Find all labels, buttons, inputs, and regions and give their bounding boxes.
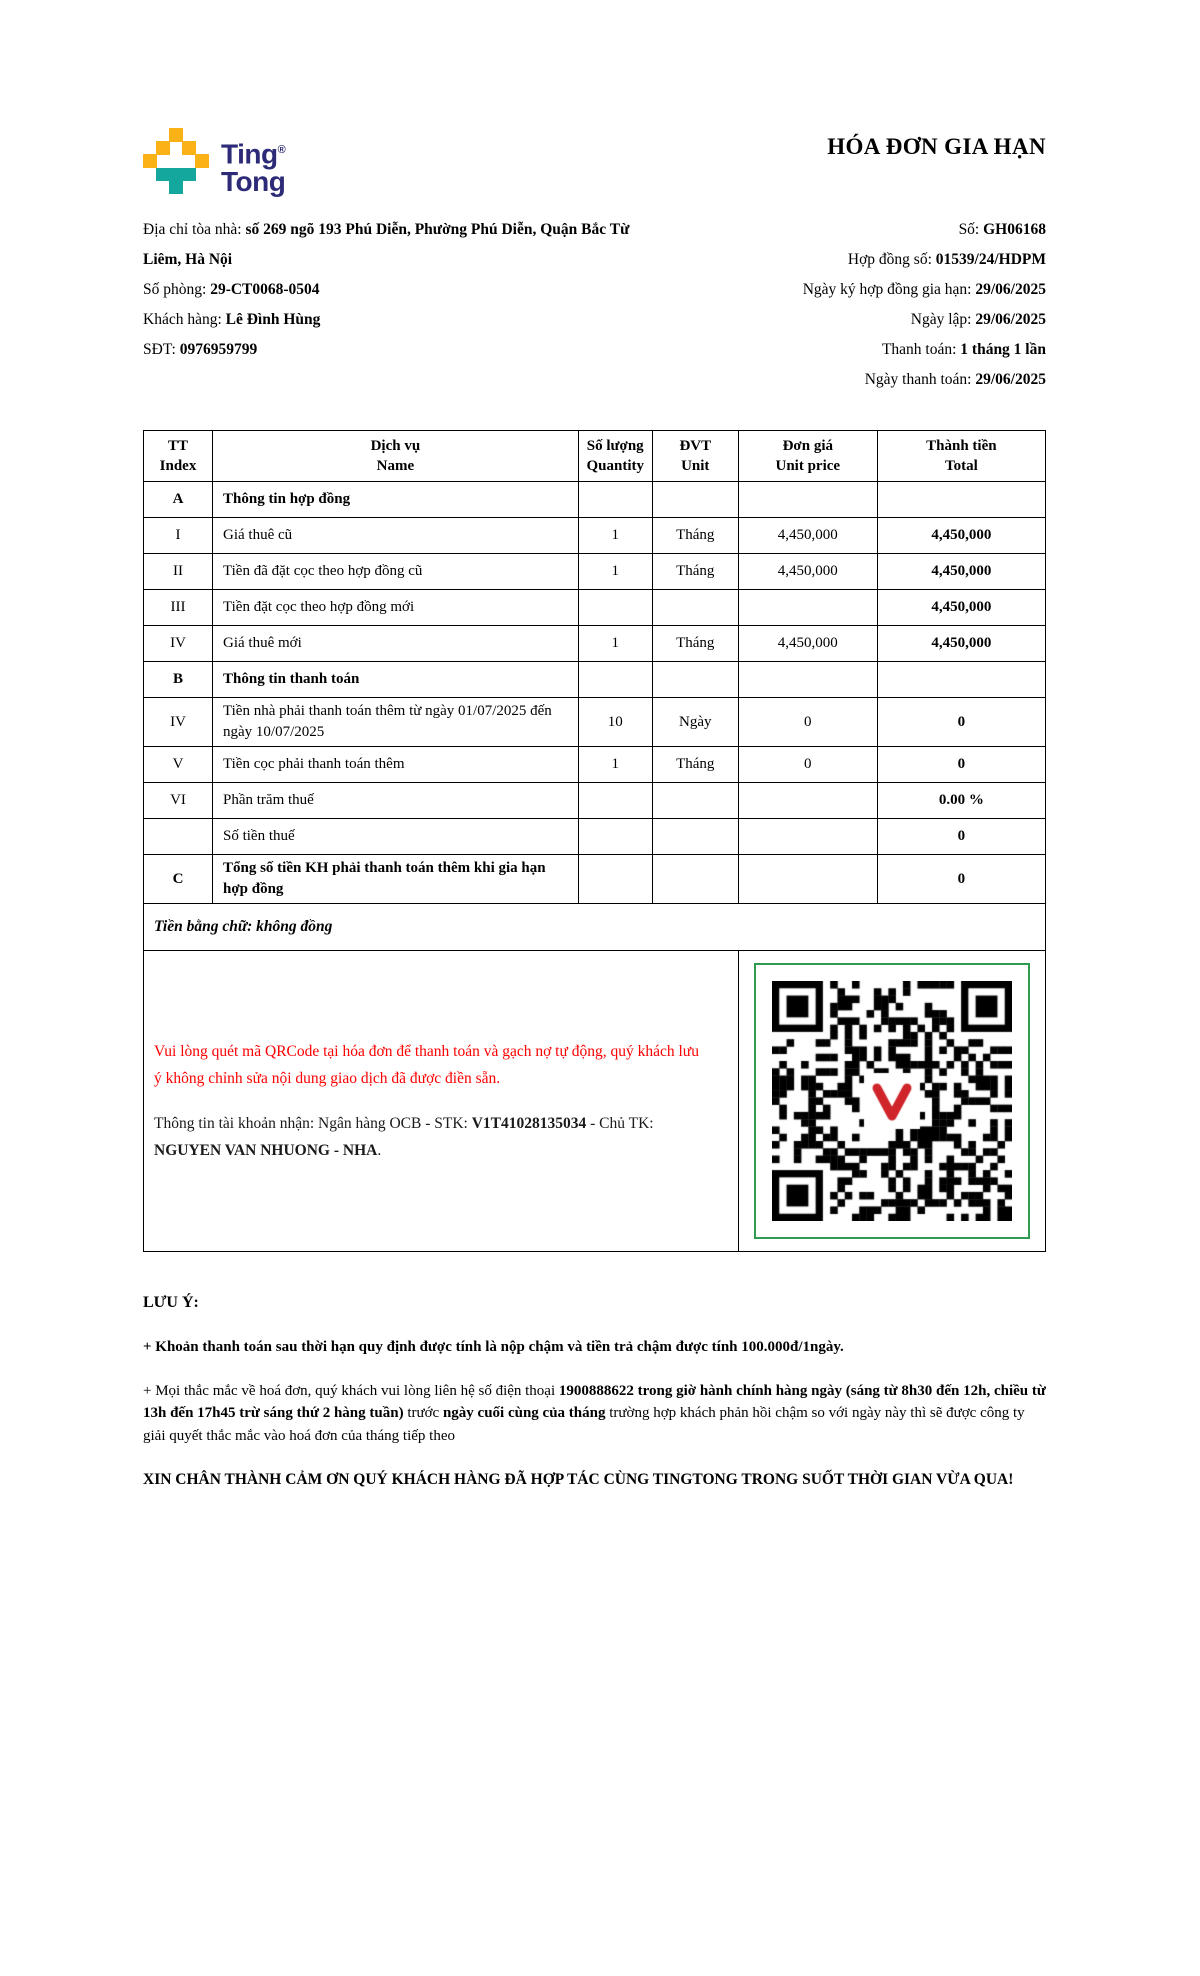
cell-index: V (144, 747, 213, 783)
table-row (144, 855, 1046, 904)
text-segment: 1 tháng 1 lần (960, 341, 1046, 358)
notes-section (143, 1294, 1046, 1512)
cell-name: Tổng số tiền KH phải thanh toán thêm khi gia hạn hợp đồng (213, 855, 579, 904)
logo-pixel (143, 154, 157, 168)
header-cell-total: Thành tiền Total (877, 431, 1045, 482)
cell-name: Tiền cọc phải thanh toán thêm (213, 747, 579, 783)
header-cell-quantity: Số lượng Quantity (578, 431, 652, 482)
text-segment: 29/06/2025 (975, 371, 1046, 388)
cell-index: C (144, 855, 213, 904)
text-segment: XIN CHÂN THÀNH CẢM ƠN QUÝ KHÁCH HÀNG ĐÃ HỢP TÁC CÙNG TINGTONG TRONG SUỐT THỜI GIAN VỪA QUA! (143, 1471, 1014, 1488)
text-segment: Số: (958, 221, 984, 238)
cell-index: B (144, 662, 213, 698)
cell-name: Giá thuê mới (213, 626, 579, 662)
cell-total: 0 (877, 747, 1045, 783)
cell-unit (652, 590, 738, 626)
cell-unit-price (738, 590, 877, 626)
cell-unit: Ngày (652, 698, 738, 747)
cell-index: I (144, 518, 213, 554)
amount-in-words-row (144, 904, 1046, 951)
text-segment: Khách hàng: (143, 311, 226, 328)
cell-quantity: 10 (578, 698, 652, 747)
cell-unit: Tháng (652, 747, 738, 783)
bank-account-info (154, 1110, 708, 1164)
cell-unit-price: 4,450,000 (738, 626, 877, 662)
cell-index: IV (144, 626, 213, 662)
logo-pixel (169, 181, 183, 194)
cell-name: Thông tin thanh toán (213, 662, 579, 698)
cell-quantity (578, 662, 652, 698)
cell-unit: Tháng (652, 626, 738, 662)
cell-quantity: 1 (578, 626, 652, 662)
cell-total: 0 (877, 855, 1045, 904)
cell-quantity (578, 590, 652, 626)
cell-name: Số tiền thuế (213, 819, 579, 855)
cell-index (144, 819, 213, 855)
tingtong-logo-icon (143, 128, 209, 194)
table-row (144, 698, 1046, 747)
cell-unit (652, 662, 738, 698)
cell-total: 0 (877, 698, 1045, 747)
info-line (143, 305, 643, 335)
cell-name: Phần trăm thuế (213, 783, 579, 819)
note-hotline (143, 1380, 1046, 1448)
payment-qr-code (772, 981, 1012, 1221)
tingtong-logo (143, 128, 285, 196)
logo-word-tong: Tong (221, 166, 286, 198)
page-title: HÓA ĐƠN GIA HẠN (827, 134, 1046, 159)
info-line (643, 365, 1046, 395)
text-segment: . (377, 1142, 382, 1160)
cell-unit: Tháng (652, 554, 738, 590)
header-cell-name: Dịch vụ Name (213, 431, 579, 482)
text-segment: Thông tin tài khoản nhận: Ngân hàng OCB - STK: (154, 1115, 472, 1132)
cell-unit-price: 0 (738, 747, 877, 783)
text-segment: ngày cuối cùng của tháng (442, 1405, 606, 1421)
info-line (643, 305, 1046, 335)
cell-unit (652, 482, 738, 518)
cell-total: 4,450,000 (877, 626, 1045, 662)
logo-word-ting: Ting® (221, 138, 286, 170)
table-row (144, 626, 1046, 662)
cell-name: Tiền nhà phải thanh toán thêm từ ngày 01/07/2025 đến ngày 10/07/2025 (213, 698, 579, 747)
qr-cell (739, 951, 1045, 1251)
text-segment: 29/06/2025 (975, 311, 1046, 328)
logo-pixel (169, 128, 183, 142)
amount-in-words: Tiền bằng chữ: không đồng (144, 904, 1046, 951)
info-line (643, 335, 1046, 365)
table-row (144, 482, 1046, 518)
notes-heading: LƯU Ý: (143, 1294, 199, 1311)
text-segment: - Chủ TK: (586, 1115, 654, 1132)
cell-unit-price (738, 662, 877, 698)
text-segment: + Khoản thanh toán sau thời hạn quy định được tính là nộp chậm và tiền trả chậm được tính 100.000đ/1ngày. (143, 1339, 844, 1355)
cell-total (877, 482, 1045, 518)
cell-unit-price (738, 819, 877, 855)
text-segment: GH06168 (983, 221, 1046, 238)
invoice-table (143, 430, 1046, 951)
text-segment: Ngày thanh toán: (864, 371, 976, 388)
cell-quantity (578, 855, 652, 904)
invoice-table-section (143, 430, 1046, 1252)
cell-unit-price (738, 855, 877, 904)
table-row (144, 747, 1046, 783)
cell-total: 0 (877, 819, 1045, 855)
cell-total: 4,450,000 (877, 518, 1045, 554)
text-segment: số 269 ngõ 193 Phú Diễn, Phường Phú Diễn, Quận Bắc Từ Liêm, Hà Nội (143, 221, 630, 268)
cell-name: Tiền đặt cọc theo hợp đồng mới (213, 590, 579, 626)
cell-unit-price: 4,450,000 (738, 518, 877, 554)
text-segment: Ngày lập: (910, 311, 976, 328)
cell-index: A (144, 482, 213, 518)
logo-pixel (182, 141, 196, 155)
info-line (143, 275, 643, 305)
qr-payment-note: Vui lòng quét mã QRCode tại hóa đơn để thanh toán và gạch nợ tự động, quý khách lưu ý không chỉnh sửa nội dung giao dịch đã được điền sẵn. (154, 1042, 699, 1087)
customer-info (143, 215, 643, 395)
cell-unit: Tháng (652, 518, 738, 554)
header-cell-unit-price: Đơn giá Unit price (738, 431, 877, 482)
cell-total (877, 662, 1045, 698)
tingtong-logo-text (221, 136, 285, 196)
cell-unit-price (738, 482, 877, 518)
table-row (144, 518, 1046, 554)
header-cell-index: TT Index (144, 431, 213, 482)
header-cell-unit: ĐVT Unit (652, 431, 738, 482)
text-segment: Số phòng: (143, 281, 211, 298)
cell-name: Giá thuê cũ (213, 518, 579, 554)
cell-index: II (144, 554, 213, 590)
text-segment: Thanh toán: (881, 341, 961, 358)
cell-unit (652, 819, 738, 855)
cell-unit-price: 0 (738, 698, 877, 747)
cell-index: VI (144, 783, 213, 819)
info-line (643, 245, 1046, 275)
text-segment: Địa chỉ tòa nhà: (143, 221, 246, 238)
cell-unit (652, 783, 738, 819)
cell-name: Thông tin hợp đồng (213, 482, 579, 518)
logo-pixel (156, 168, 196, 181)
text-segment: NGUYEN VAN NHUONG - NHA (154, 1142, 378, 1160)
text-segment: 01539/24/HDPM (935, 251, 1046, 268)
cell-quantity (578, 482, 652, 518)
table-row (144, 590, 1046, 626)
payment-box (143, 951, 1046, 1252)
text-segment: SĐT: (143, 341, 180, 358)
text-segment: 29/06/2025 (975, 281, 1046, 298)
table-header-row (144, 431, 1046, 482)
table-row (144, 783, 1046, 819)
text-segment: Lê Đình Hùng (225, 311, 321, 328)
info-line (643, 215, 1046, 245)
cell-quantity (578, 819, 652, 855)
cell-total: 4,450,000 (877, 554, 1045, 590)
note-late-payment (143, 1336, 1046, 1359)
cell-quantity: 1 (578, 554, 652, 590)
text-segment: Ngày ký hợp đồng gia hạn: (802, 281, 976, 298)
note-thanks (143, 1468, 1046, 1491)
text-segment: + Mọi thắc mắc về hoá đơn, quý khách vui lòng liên hệ số điện thoại (143, 1382, 559, 1399)
text-segment: 1900888622 trong giờ hành chính hàng ngày (sáng từ 8h30 đến 12h, chiều từ 13h đến 17h45 trừ sáng thứ 2 hàng tuần) (143, 1382, 1046, 1421)
cell-total: 4,450,000 (877, 590, 1045, 626)
cell-index: III (144, 590, 213, 626)
text-segment: trường hợp khách phản hồi chậm so với ngày này thì sẽ được công ty giải quyết thắc mắc vào hoá đơn của tháng tiếp theo (143, 1405, 1025, 1444)
invoice-info-section (143, 215, 1046, 395)
info-line (643, 275, 1046, 305)
invoice-meta (643, 215, 1046, 395)
cell-unit-price (738, 783, 877, 819)
cell-quantity (578, 783, 652, 819)
text-segment: 29-CT0068-0504 (210, 281, 320, 298)
cell-quantity: 1 (578, 747, 652, 783)
table-row (144, 819, 1046, 855)
cell-unit-price: 4,450,000 (738, 554, 877, 590)
invoice-header (143, 128, 1046, 196)
cell-total: 0.00 % (877, 783, 1045, 819)
info-line (143, 335, 643, 365)
text-segment: Hợp đồng số: (847, 251, 936, 268)
logo-pixel (156, 141, 170, 155)
text-segment: 0976959799 (179, 341, 258, 358)
text-segment: trước (403, 1405, 443, 1421)
info-line (143, 215, 643, 275)
logo-pixel (195, 154, 209, 168)
cell-unit (652, 855, 738, 904)
text-segment: V1T41028135034 (471, 1115, 587, 1132)
table-row (144, 554, 1046, 590)
registered-mark: ® (277, 144, 286, 156)
payment-instructions (144, 951, 739, 1251)
cell-quantity: 1 (578, 518, 652, 554)
cell-index: IV (144, 698, 213, 747)
qr-frame (754, 963, 1030, 1239)
cell-name: Tiền đã đặt cọc theo hợp đồng cũ (213, 554, 579, 590)
table-row (144, 662, 1046, 698)
